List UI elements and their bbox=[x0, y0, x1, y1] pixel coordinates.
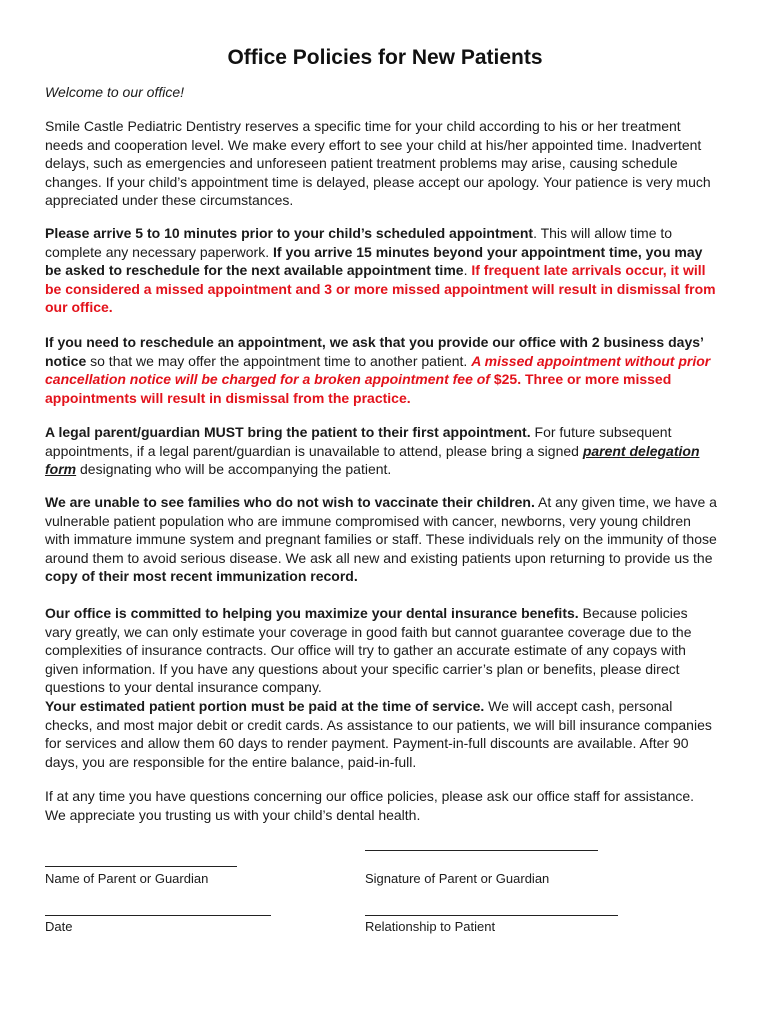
arrival-text-2: . bbox=[463, 262, 472, 279]
parent-delegation-form-link[interactable]: parent delegation form bbox=[45, 442, 700, 478]
name-label: Name of Parent or Guardian bbox=[45, 871, 209, 886]
missed-fee-warning: A missed appointment without prior cancellation notice will be charged for a broken appointment fee of bbox=[45, 352, 711, 388]
dismissal-warning: $25. Three or more missed appointments will result in dismissal from the practice. bbox=[45, 371, 672, 406]
arrival-bold-2: If you arrive 15 minutes beyond your appointment time, you may be asked to reschedule for the next available appointment time bbox=[45, 243, 703, 279]
arrival-policy-paragraph bbox=[45, 224, 717, 317]
arrival-bold-1: Please arrive 5 to 10 minutes prior to your child’s scheduled appointment bbox=[45, 225, 534, 241]
date-label: Date bbox=[45, 919, 73, 934]
vaccine-bold-2: copy of their most recent immunization record. bbox=[45, 568, 358, 585]
guardian-text-1: For future subsequent appointments, if a legal parent/guardian is unavailable to attend, please bring a signed bbox=[45, 424, 672, 459]
arrival-warning: If frequent late arrivals occur, it will be considered a missed appointment and 3 or more missed appointment will result in dismissal from our office. bbox=[45, 262, 716, 316]
reschedule-policy-paragraph bbox=[45, 333, 717, 407]
payment-text-1: We will accept cash, personal checks, and most major debit or credit cards. As assistance to our patients, we will bill insurance companies for services and allow them 60 days to render payment. Payment-in-full discounts are available. After 90 days, you are responsible for the entire balance, paid-in-full. bbox=[45, 698, 712, 770]
closing-paragraph: If at any time you have questions concerning our office policies, please ask our office staff for assistance. We appreciate you trusting us with your child’s dental health. bbox=[45, 788, 695, 823]
page-title: Office Policies for New Patients bbox=[227, 46, 543, 69]
relationship-line[interactable] bbox=[365, 915, 618, 916]
vaccine-bold-1: We are unable to see families who do not wish to vaccinate their children. bbox=[45, 494, 535, 510]
relationship-label: Relationship to Patient bbox=[365, 919, 496, 934]
intro-paragraph: Smile Castle Pediatric Dentistry reserves a specific time for your child according to his or her treatment needs and cooperation level. We make every effort to see your child at his/her appointed time. Inadvertent delays, such as emergencies and unforeseen patient treatment problems may arise, causing schedule changes. If your child’s appointment time is delayed, please accept our apology. Your patience is very much appreciated under these circumstances. bbox=[45, 118, 711, 209]
vaccine-policy-paragraph bbox=[45, 493, 717, 586]
payment-policy-paragraph bbox=[45, 697, 717, 771]
signature-label: Signature of Parent or Guardian bbox=[365, 871, 550, 886]
payment-bold-1: Your estimated patient portion must be paid at the time of service. bbox=[45, 698, 485, 714]
arrival-text-1: . This will allow time to complete any necessary paperwork. bbox=[45, 225, 673, 260]
welcome-text: Welcome to our office! bbox=[45, 84, 185, 100]
reschedule-text-1: so that we may offer the appointment time to another patient. bbox=[86, 352, 472, 369]
insurance-text-1: Because policies vary greatly, we can only estimate your coverage in good faith but cannot guarantee coverage due to the complexities of insurance contracts. Our office will try to gather an accurate estimate of any copays with given information. If you have any questions about your specific carrier’s plan or benefits, please direct questions to your dental insurance company. bbox=[45, 605, 692, 696]
guardian-policy-paragraph bbox=[45, 423, 717, 479]
guardian-bold-1: A legal parent/guardian MUST bring the patient to their first appointment. bbox=[45, 424, 531, 440]
insurance-policy-paragraph bbox=[45, 604, 717, 697]
reschedule-bold-1: If you need to reschedule an appointment, we ask that you provide our office with 2 business days’ notice bbox=[45, 334, 704, 369]
insurance-bold-1: Our office is committed to helping you maximize your dental insurance benefits. bbox=[45, 605, 579, 621]
vaccine-text-1: At any given time, we have a vulnerable patient population who are immune compromised with cancer, newborns, very young children with immature immune system and pregnant families or staff. These individuals rely on the immunity of those around them to avoid serious disease. We ask all new and existing patients upon returning to provide us the bbox=[45, 494, 717, 566]
name-line[interactable] bbox=[45, 866, 237, 867]
signature-line[interactable] bbox=[365, 850, 598, 851]
guardian-text-2: designating who will be accompanying the patient. bbox=[76, 461, 392, 478]
date-line[interactable] bbox=[45, 915, 271, 916]
